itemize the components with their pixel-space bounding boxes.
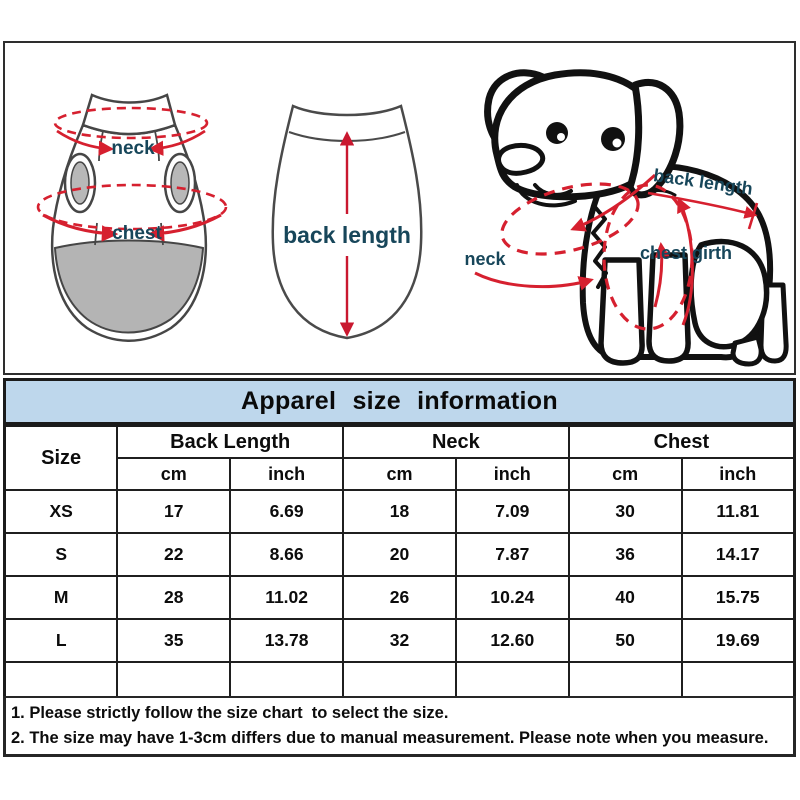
value-cell: 11.02 bbox=[230, 576, 343, 619]
dog-back-length-label: back length bbox=[652, 165, 755, 199]
table-row-m bbox=[5, 576, 795, 619]
size-table bbox=[3, 424, 796, 707]
value-cell: 30 bbox=[569, 490, 682, 533]
value-cell: 26 bbox=[343, 576, 456, 619]
value-cell: 35 bbox=[117, 619, 230, 662]
garment-back-diagram bbox=[249, 98, 445, 356]
value-cell: 50 bbox=[569, 619, 682, 662]
garment-chest-label: chest bbox=[112, 223, 162, 244]
dog-drawing bbox=[488, 73, 787, 364]
size-cell: L bbox=[5, 619, 118, 662]
size-column-header: Size bbox=[5, 426, 118, 491]
unit-header: cm bbox=[569, 458, 682, 490]
size-cell: M bbox=[5, 576, 118, 619]
unit-header: cm bbox=[343, 458, 456, 490]
unit-header: inch bbox=[456, 458, 569, 490]
unit-header: cm bbox=[117, 458, 230, 490]
value-cell: 32 bbox=[343, 619, 456, 662]
garment-front-collar bbox=[83, 95, 175, 134]
table-row-s bbox=[5, 533, 795, 576]
table-group-header-row bbox=[5, 426, 795, 459]
group-header-chest: Chest bbox=[569, 426, 795, 459]
garment-front-diagram bbox=[17, 55, 239, 360]
value-cell: 20 bbox=[343, 533, 456, 576]
value-cell: 10.24 bbox=[456, 576, 569, 619]
dog-neck-label: neck bbox=[464, 249, 506, 269]
garment-back-length-label: back length bbox=[283, 222, 411, 248]
value-cell: 17 bbox=[117, 490, 230, 533]
table-row-xs bbox=[5, 490, 795, 533]
value-cell: 19.69 bbox=[682, 619, 795, 662]
table-title-bar bbox=[3, 378, 796, 425]
garment-neck-label: neck bbox=[111, 138, 155, 159]
unit-header: inch bbox=[682, 458, 795, 490]
group-header-back-length: Back Length bbox=[117, 426, 343, 459]
value-cell: 36 bbox=[569, 533, 682, 576]
dog-chest-girth-label: chest girth bbox=[639, 243, 733, 263]
value-cell: 13.78 bbox=[230, 619, 343, 662]
value-cell: 8.66 bbox=[230, 533, 343, 576]
notes-box bbox=[3, 696, 796, 757]
table-title: Apparel size information bbox=[241, 387, 558, 415]
dog-diagram bbox=[443, 45, 795, 373]
value-cell: 28 bbox=[117, 576, 230, 619]
note-2: 2. The size may have 1-3cm differs due to manual measurement. Please note when you measure. bbox=[11, 729, 769, 747]
value-cell: 11.81 bbox=[682, 490, 795, 533]
size-cell: S bbox=[5, 533, 118, 576]
measurement-diagram-panel bbox=[3, 41, 796, 375]
unit-header: inch bbox=[230, 458, 343, 490]
value-cell: 6.69 bbox=[230, 490, 343, 533]
value-cell: 22 bbox=[117, 533, 230, 576]
value-cell: 7.87 bbox=[456, 533, 569, 576]
group-header-neck: Neck bbox=[343, 426, 569, 459]
table-row-l bbox=[5, 619, 795, 662]
size-cell: XS bbox=[5, 490, 118, 533]
note-1: 1. Please strictly follow the size chart to select the size. bbox=[11, 704, 449, 722]
value-cell: 7.09 bbox=[456, 490, 569, 533]
value-cell: 18 bbox=[343, 490, 456, 533]
value-cell: 12.60 bbox=[456, 619, 569, 662]
value-cell: 15.75 bbox=[682, 576, 795, 619]
value-cell: 14.17 bbox=[682, 533, 795, 576]
value-cell: 40 bbox=[569, 576, 682, 619]
table-unit-header-row bbox=[5, 458, 795, 490]
